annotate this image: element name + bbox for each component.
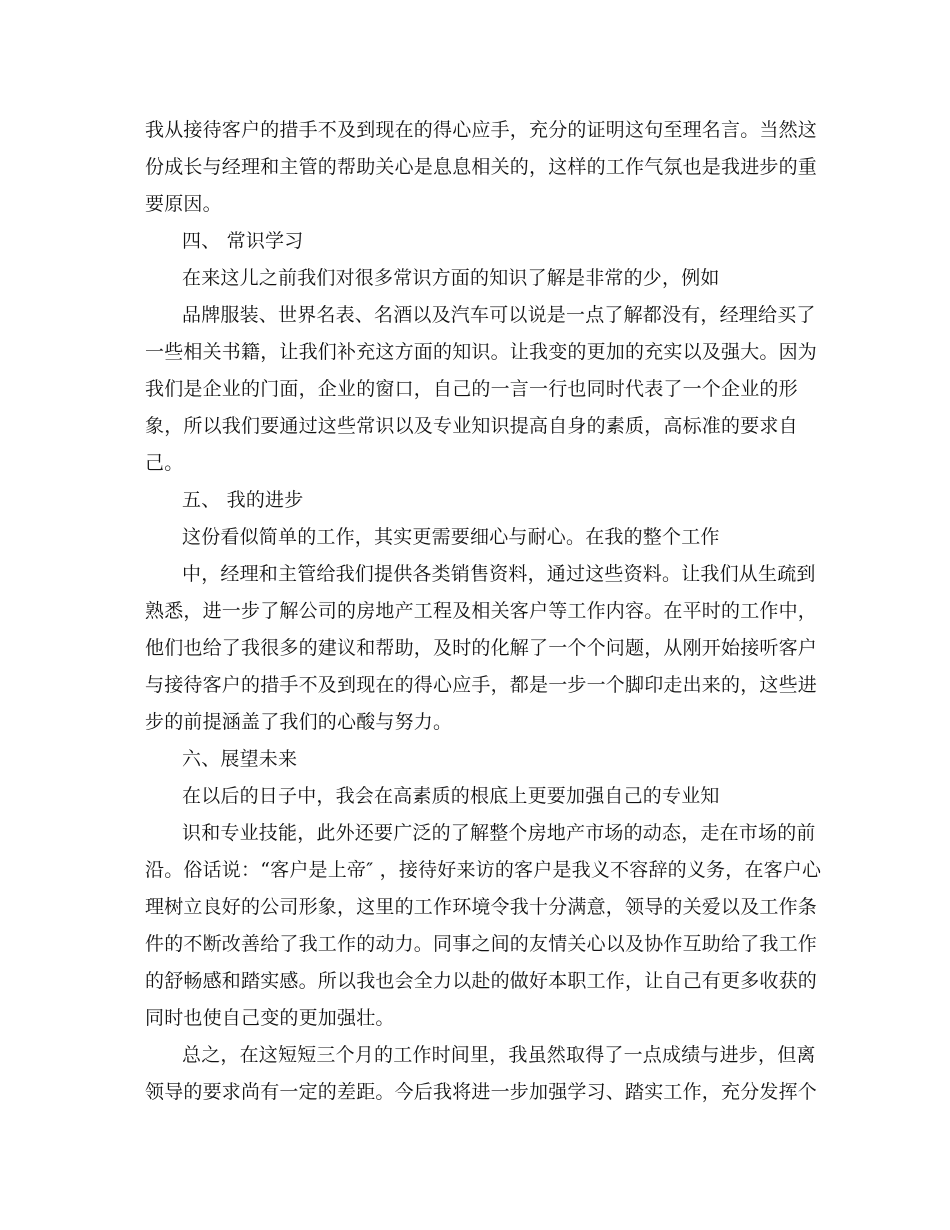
paragraph-line: 中，经理和主管给我们提供各类销售资料，通过这些资料。让我们从生疏到 — [182, 563, 816, 585]
paragraph-line: 件的不断改善给了我工作的动力。同事之间的友情关心以及协作互助给了我工作 — [145, 933, 818, 955]
paragraph-line: 沿。俗话说：“客户是上帝″ ，接待好来访的客户是我义不容辞的义务，在客户心 — [145, 859, 822, 881]
paragraph-line: 我从接待客户的措手不及到现在的得心应手，充分的证明这句至理名言。当然这 — [145, 119, 818, 141]
paragraph-line: 总之，在这短短三个月的工作时间里，我虽然取得了一点成绩与进步，但离 — [182, 1044, 816, 1066]
paragraph-line: 识和专业技能，此外还要广泛的了解整个房地产市场的动态，走在市场的前 — [182, 822, 816, 844]
paragraph-line: 步的前提涵盖了我们的心酸与努力。 — [145, 711, 453, 733]
paragraph-line: 与接待客户的措手不及到现在的得心应手，都是一步一个脚印走出来的，这些进 — [145, 674, 818, 696]
paragraph-line: 熟悉，进一步了解公司的房地产工程及相关客户等工作内容。在平时的工作中， — [145, 600, 818, 622]
paragraph-line: 在以后的日子中，我会在高素质的根底上更要加强自己的专业知 — [182, 785, 720, 807]
paragraph-line: 这份看似简单的工作，其实更需要细心与耐心。在我的整个工作 — [182, 526, 720, 548]
paragraph-line: 理树立良好的公司形象，这里的工作环境令我十分满意，领导的关爱以及工作条 — [145, 896, 818, 918]
section-heading-6: 六、展望未来 — [182, 748, 298, 770]
paragraph-line: 品牌服装、世界名表、名酒以及汽车可以说是一点了解都没有，经理给买了 — [182, 304, 816, 326]
paragraph-line: 同时也使自己变的更加强壮。 — [145, 1007, 395, 1029]
paragraph-line: 己。 — [145, 452, 184, 474]
paragraph-line: 象，所以我们要通过这些常识以及专业知识提高自身的素质，高标准的要求自 — [145, 415, 798, 437]
paragraph-line: 份成长与经理和主管的帮助关心是息息相关的，这样的工作气氛也是我进步的重 — [145, 156, 818, 178]
section-heading-4: 四、 常识学习 — [182, 230, 304, 252]
section-heading-5: 五、 我的进步 — [182, 489, 304, 511]
paragraph-line: 的舒畅感和踏实感。所以我也会全力以赴的做好本职工作，让自己有更多收获的 — [145, 970, 818, 992]
paragraph-line: 我们是企业的门面，企业的窗口，自己的一言一行也同时代表了一个企业的形 — [145, 378, 798, 400]
paragraph-line: 他们也给了我很多的建议和帮助，及时的化解了一个个问题，从刚开始接听客户 — [145, 637, 818, 659]
paragraph-line: 一些相关书籍，让我们补充这方面的知识。让我变的更加的充实以及强大。因为 — [145, 341, 818, 363]
paragraph-line: 要原因。 — [145, 193, 222, 215]
paragraph-line: 在来这儿之前我们对很多常识方面的知识了解是非常的少，例如 — [182, 267, 720, 289]
paragraph-line: 领导的要求尚有一定的差距。今后我将进一步加强学习、踏实工作，充分发挥个 — [145, 1081, 818, 1103]
